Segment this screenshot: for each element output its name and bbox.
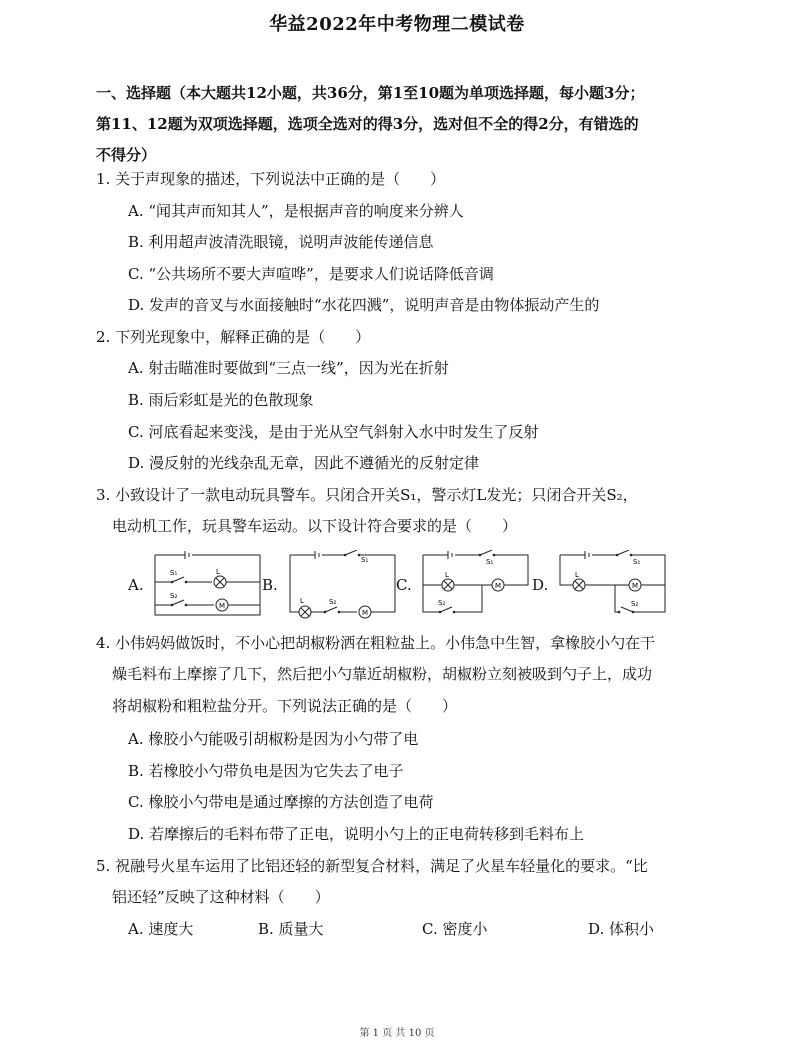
question-2-option-c: C. 河底看起来变浅，是由于光从空气斜射入水中时发生了反射 xyxy=(128,423,539,441)
circuit-a-s2-label: S₂ xyxy=(170,592,178,600)
circuit-b-s2-label: S₂ xyxy=(329,598,337,606)
question-4-stem-line-2: 燥毛料布上摩擦了几下，然后把小勺靠近胡椒粉，胡椒粉立刻被吸到勺子上，成功 xyxy=(112,665,653,683)
circuit-options xyxy=(0,548,794,628)
question-2-option-d: D. 漫反射的光线杂乱无章，因此不遵循光的反射定律 xyxy=(128,454,480,472)
circuit-a-motor-label: M xyxy=(219,602,226,610)
question-5-option-d: D. 体积小 xyxy=(588,920,655,938)
circuit-c-lamp-label: L xyxy=(445,571,449,579)
circuit-label-c: C. xyxy=(396,576,412,594)
question-1-option-a: A. “闻其声而知其人”，是根据声音的响度来分辨人 xyxy=(128,202,464,220)
question-4-stem-line-3: 将胡椒粉和粗粒盐分开。下列说法正确的是（ ） xyxy=(112,697,458,715)
circuit-diagram-b xyxy=(285,550,400,624)
circuit-label-b: B. xyxy=(262,576,278,594)
question-2-stem: 2. 下列光现象中，解释正确的是（ ） xyxy=(96,328,371,346)
question-2-option-b: B. 雨后彩虹是光的色散现象 xyxy=(128,391,314,409)
circuit-b-lamp-label: L xyxy=(300,597,304,605)
question-1-option-d: D. 发声的音叉与水面接触时“水花四溅”，说明声音是由物体振动产生的 xyxy=(128,296,600,314)
page-footer: 第 1 页 共 10 页 xyxy=(359,1028,435,1039)
section-header xyxy=(96,78,706,171)
question-1-option-c: C. “公共场所不要大声喧哗”，是要求人们说话降低音调 xyxy=(128,265,494,283)
question-5-stem-line-2: 铝还轻”反映了这种材料（ ） xyxy=(112,888,330,906)
question-5-option-c: C. 密度小 xyxy=(422,920,488,938)
circuit-c-motor-label: M xyxy=(495,582,502,590)
circuit-a-s1-label: S₁ xyxy=(170,569,178,577)
circuit-diagram-a xyxy=(150,550,265,624)
section-line-3: 不得分） xyxy=(96,146,157,164)
circuit-diagram-d xyxy=(555,550,670,624)
circuit-b-s1-label: S₁ xyxy=(361,556,369,564)
question-1-stem: 1. 关于声现象的描述，下列说法中正确的是（ ） xyxy=(96,170,446,188)
circuit-c-s1-label: S₁ xyxy=(486,558,494,566)
circuit-label-a: A. xyxy=(128,576,144,594)
question-1-option-b: B. 利用超声波清洗眼镜，说明声波能传递信息 xyxy=(128,233,434,251)
circuit-d-s1-label: S₁ xyxy=(633,558,641,566)
circuit-d-motor-label: M xyxy=(632,582,639,590)
circuit-diagram-c xyxy=(418,550,533,624)
question-3-stem-line-2: 电动机工作，玩具警车运动。以下设计符合要求的是（ ） xyxy=(112,517,518,535)
question-5-option-a: A. 速度大 xyxy=(128,920,194,938)
circuit-label-d: D. xyxy=(532,576,549,594)
question-5-stem-line-1: 5. 祝融号火星车运用了比铝还轻的新型复合材料，满足了火星车轻量化的要求。“比 xyxy=(96,857,648,875)
circuit-b-motor-label: M xyxy=(362,609,369,617)
circuit-d-lamp-label: L xyxy=(575,571,579,579)
question-2-option-a: A. 射击瞄准时要做到“三点一线”，因为光在折射 xyxy=(128,359,449,377)
circuit-c-s2-label: S₂ xyxy=(438,599,446,607)
exam-title: 华益2022年中考物理二模试卷 xyxy=(269,14,525,35)
section-line-1: 一、选择题（本大题共12小题，共36分，第1至10题为单项选择题，每小题3分； xyxy=(96,84,645,102)
question-4-option-c: C. 橡胶小勺带电是通过摩擦的方法创造了电荷 xyxy=(128,793,434,811)
question-5-option-b: B. 质量大 xyxy=(258,920,324,938)
circuit-a-lamp-label: L xyxy=(216,568,220,576)
question-4-option-a: A. 橡胶小勺能吸引胡椒粉是因为小勺带了电 xyxy=(128,730,419,748)
question-4-option-d: D. 若摩擦后的毛料布带了正电，说明小勺上的正电荷转移到毛料布上 xyxy=(128,825,585,843)
question-4-option-b: B. 若橡胶小勺带负电是因为它失去了电子 xyxy=(128,762,404,780)
question-3-stem-line-1: 3. 小致设计了一款电动玩具警车。只闭合开关S₁，警示灯L发光；只闭合开关S₂， xyxy=(96,486,638,504)
circuit-d-s2-label: S₂ xyxy=(631,600,639,608)
question-4-stem-line-1: 4. 小伟妈妈做饭时，不小心把胡椒粉洒在粗粒盐上。小伟急中生智，拿橡胶小勺在干 xyxy=(96,634,656,652)
section-line-2: 第11、12题为双项选择题，选项全选对的得3分，选对但不全的得2分，有错选的 xyxy=(96,115,639,133)
